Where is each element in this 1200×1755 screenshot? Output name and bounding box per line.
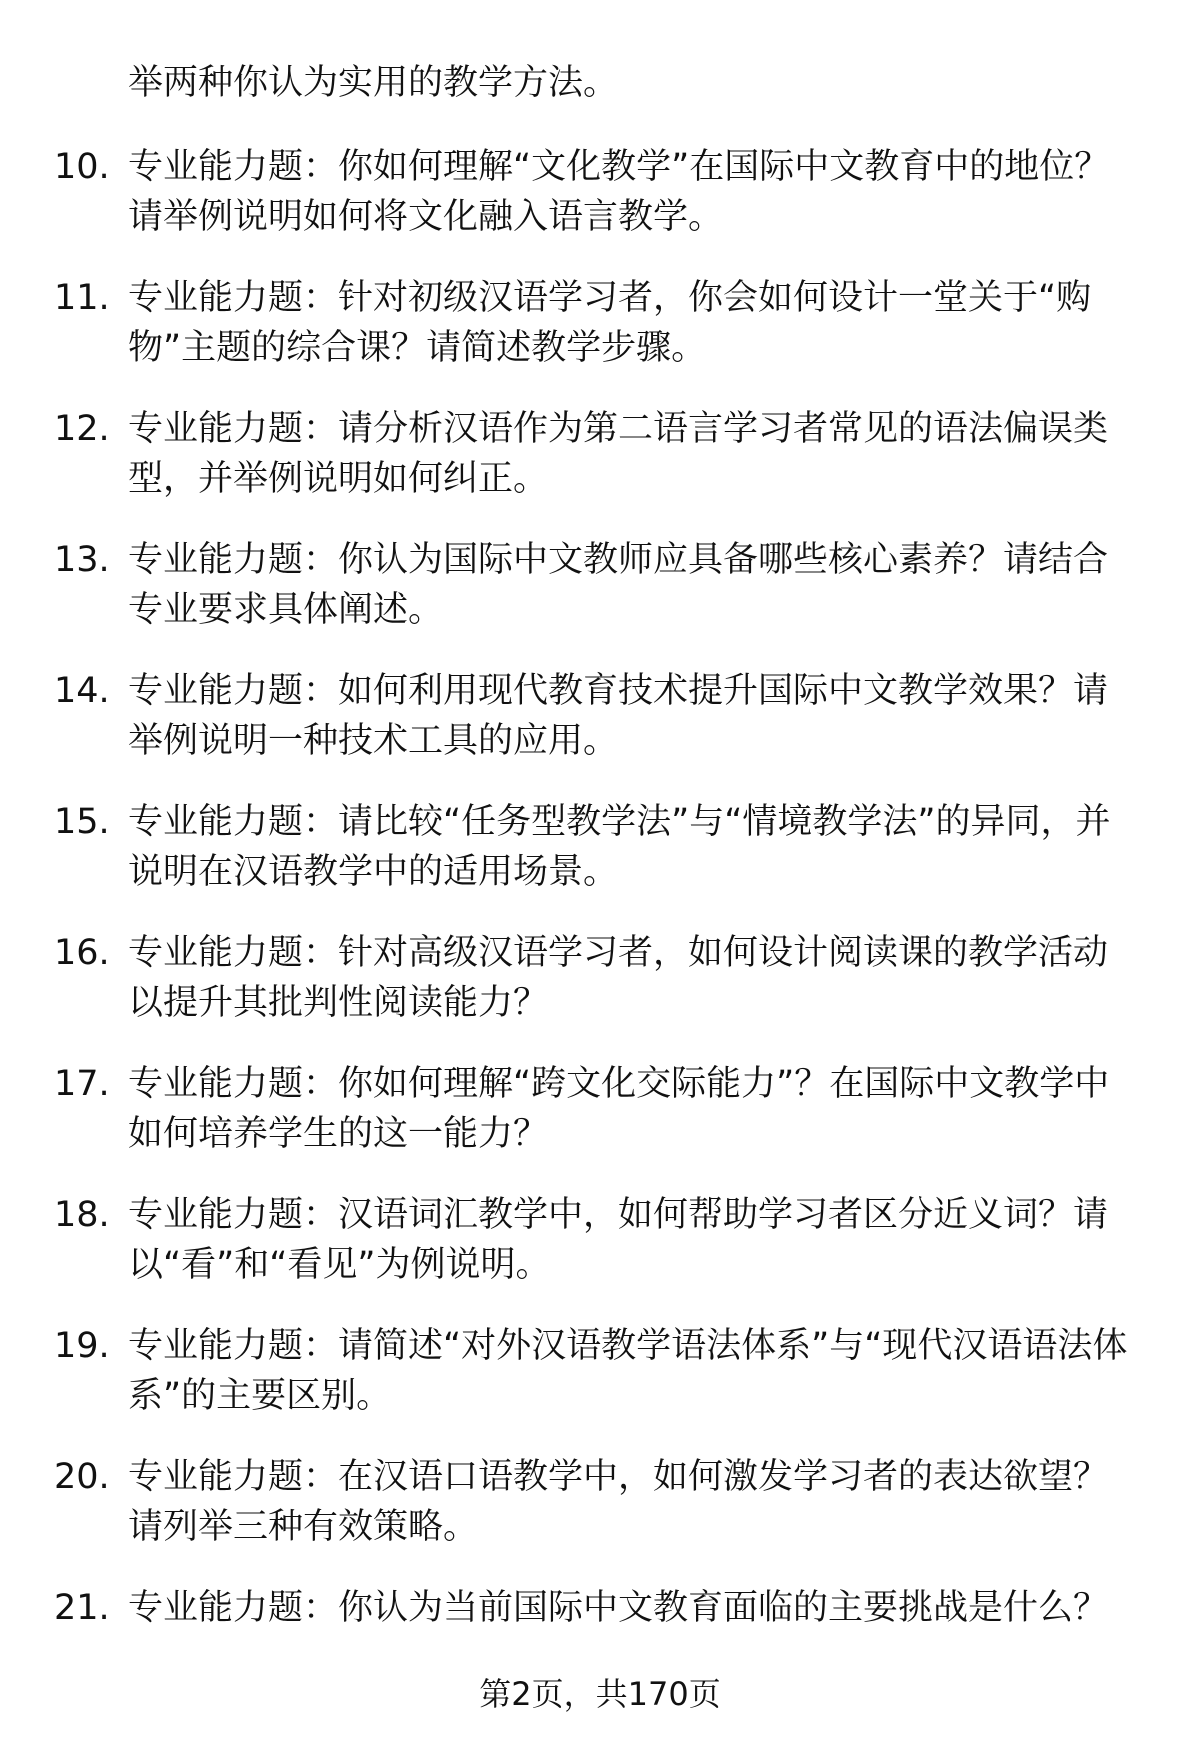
item-number: 21. (54, 1588, 110, 1628)
item-number: 13. (54, 540, 110, 580)
item-text: 专业能力题：请分析汉语作为第二语言学习者常见的语法偏误类型，并举例说明如何纠正。 (128, 409, 1109, 499)
item-text: 专业能力题：请简述“对外汉语教学语法体系”与“现代汉语语法体系”的主要区别。 (128, 1326, 1128, 1416)
item-text: 专业能力题：针对高级汉语学习者，如何设计阅读课的教学活动以提升其批判性阅读能力？ (128, 933, 1109, 1023)
item-text: 专业能力题：你认为国际中文教师应具备哪些核心素养？请结合专业要求具体阐述。 (128, 540, 1109, 630)
item-text: 专业能力题：针对初级汉语学习者，你会如何设计一堂关于“购物”主题的综合课？请简述教学步骤。 (128, 278, 1092, 368)
item-number: 18. (54, 1195, 110, 1235)
continued-text: 举两种你认为实用的教学方法。 (128, 63, 619, 103)
item-text: 专业能力题：在汉语口语教学中，如何激发学习者的表达欲望？请列举三种有效策略。 (128, 1457, 1109, 1547)
item-number: 20. (54, 1457, 110, 1497)
item-number: 11. (54, 278, 110, 318)
item-number: 15. (54, 802, 110, 842)
item-text: 专业能力题：如何利用现代教育技术提升国际中文教学效果？请举例说明一种技术工具的应用。 (128, 671, 1109, 761)
item-text: 专业能力题：你如何理解“跨文化交际能力”？在国际中文教学中如何培养学生的这一能力？ (128, 1064, 1110, 1154)
item-number: 17. (54, 1064, 110, 1104)
item-number: 16. (54, 933, 110, 973)
page-footer: 第2页，共170页 (479, 1675, 721, 1713)
item-number: 12. (54, 409, 110, 449)
item-text: 专业能力题：汉语词汇教学中，如何帮助学习者区分近义词？请以“看”和“看见”为例说明。 (128, 1195, 1109, 1285)
item-number: 10. (54, 147, 110, 187)
item-text: 专业能力题：你认为当前国际中文教育面临的主要挑战是什么？ (128, 1588, 1109, 1628)
item-number: 14. (54, 671, 110, 711)
item-text: 专业能力题：请比较“任务型教学法”与“情境教学法”的异同，并说明在汉语教学中的适用场景。 (128, 802, 1111, 892)
item-text: 专业能力题：你如何理解“文化教学”在国际中文教育中的地位？请举例说明如何将文化融入语言教学。 (128, 147, 1110, 237)
item-number: 19. (54, 1326, 110, 1366)
